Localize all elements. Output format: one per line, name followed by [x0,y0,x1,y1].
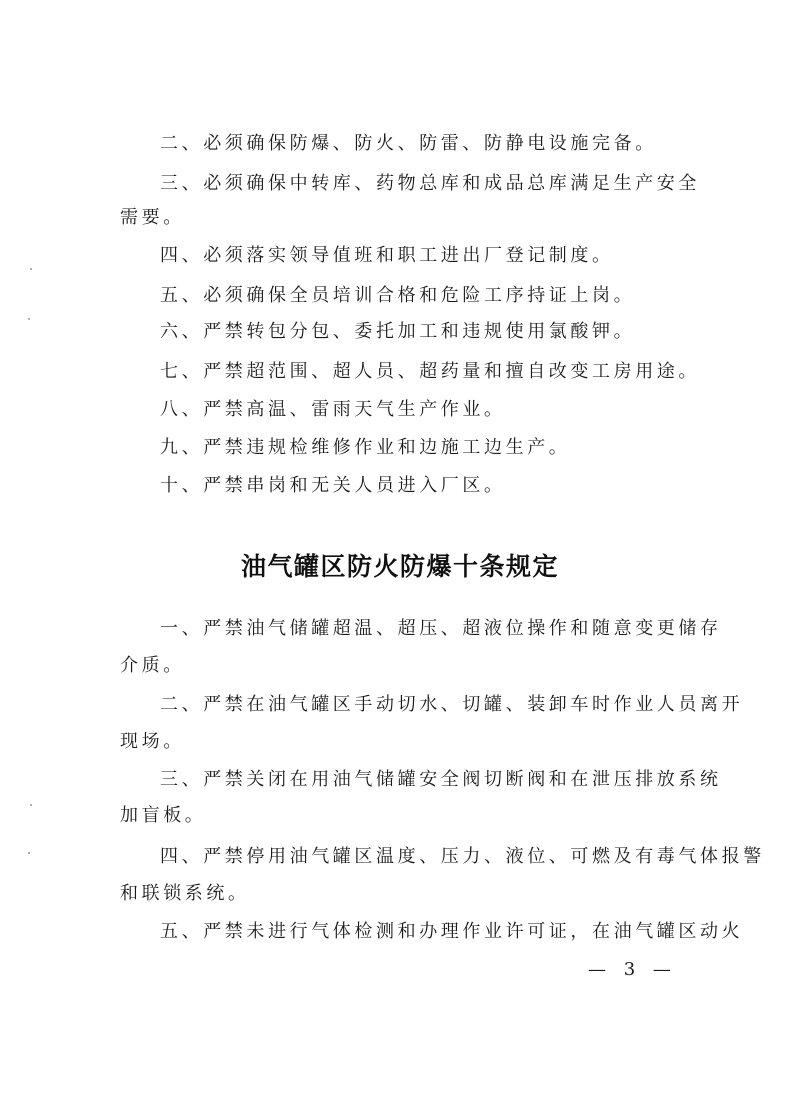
rule-item-continuation: 和联锁系统。 [120,883,250,904]
rule-item-line: 四、严禁停用油气罐区温度、压力、液位、可燃及有毒气体报警 [160,846,765,867]
rule-item-continuation: 介质。 [120,655,185,676]
rule-item-line: 七、严禁超范围、超人员、超药量和擅自改变工房用途。 [160,361,700,382]
page-number: — 3 — [588,959,677,980]
rule-item-continuation: 加盲板。 [120,805,207,826]
scan-speck [30,268,32,270]
scan-speck [28,852,30,854]
rule-item-line: 六、严禁转包分包、委托加工和违规使用氯酸钾。 [160,321,636,342]
rule-item-line: 八、严禁高温、雷雨天气生产作业。 [160,399,506,420]
rule-item-line: 五、严禁未进行气体检测和办理作业许可证，在油气罐区动火 [160,921,744,942]
rule-item-line: 二、必须确保防爆、防火、防雷、防静电设施完备。 [160,133,657,154]
rule-item-line: 九、严禁违规检维修作业和边施工边生产。 [160,437,571,458]
rule-item-line: 四、必须落实领导值班和职工进出厂登记制度。 [160,245,614,266]
section-title: 油气罐区防火防爆十条规定 [240,552,559,581]
scan-speck [30,804,32,806]
rule-item-line: 三、必须确保中转库、药物总库和成品总库满足生产安全 [160,173,700,194]
scan-speck [28,318,30,320]
rule-item-line: 十、严禁串岗和无关人员进入厂区。 [160,475,506,496]
rule-item-continuation: 需要。 [120,207,185,228]
rule-item-line: 一、严禁油气储罐超温、超压、超液位操作和随意变更储存 [160,618,722,639]
rule-item-line: 二、严禁在油气罐区手动切水、切罐、装卸车时作业人员离开 [160,694,744,715]
rule-item-line: 三、严禁关闭在用油气储罐安全阀切断阀和在泄压排放系统 [160,769,722,790]
rule-item-continuation: 现场。 [120,731,185,752]
rule-item-line: 五、必须确保全员培训合格和危险工序持证上岗。 [160,285,636,306]
